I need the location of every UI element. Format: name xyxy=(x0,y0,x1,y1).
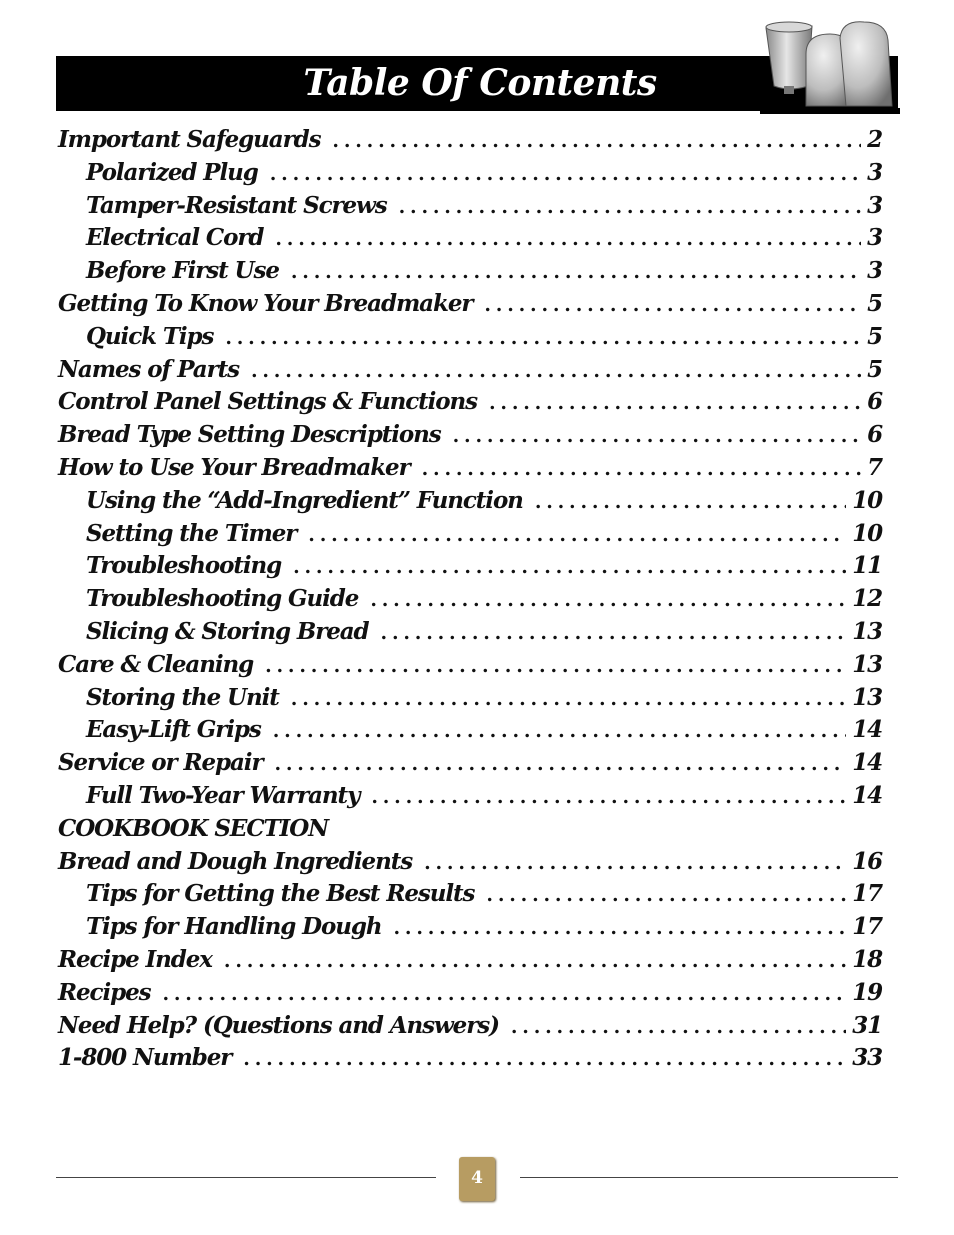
toc-entry-label: Service or Repair xyxy=(58,749,263,777)
toc-entry[interactable] xyxy=(58,224,882,257)
toc-entry-label: 1-800 Number xyxy=(58,1044,232,1072)
toc-entry-page: 3 xyxy=(867,191,882,219)
toc-leader-dots xyxy=(273,720,846,742)
toc-entry[interactable] xyxy=(58,487,882,520)
toc-entry-label: Storing the Unit xyxy=(86,683,279,711)
toc-entry-label: Setting the Timer xyxy=(86,519,297,547)
toc-entry-label: Electrical Cord xyxy=(86,224,264,252)
toc-entry-label: Recipes xyxy=(58,978,151,1006)
toc-entry[interactable] xyxy=(58,1044,882,1077)
toc-entry[interactable] xyxy=(58,323,882,356)
toc-entry[interactable] xyxy=(58,192,882,225)
toc-entry-label: Bread Type Setting Descriptions xyxy=(58,421,441,449)
toc-entry[interactable] xyxy=(58,946,882,979)
toc-entry-label: Using the “Add-Ingredient” Function xyxy=(86,486,523,514)
toc-entry-page: 31 xyxy=(852,1011,882,1039)
toc-entry[interactable] xyxy=(58,880,882,913)
toc-entry-page: 13 xyxy=(852,650,882,678)
toc-leader-dots xyxy=(399,196,861,218)
toc-entry-page: 16 xyxy=(852,847,882,875)
toc-entry[interactable] xyxy=(58,520,882,553)
toc-leader-dots xyxy=(394,917,847,939)
toc-leader-dots xyxy=(424,852,846,874)
toc-entry[interactable] xyxy=(58,782,882,815)
toc-leader-dots xyxy=(224,950,846,972)
toc-entry[interactable] xyxy=(58,815,882,848)
toc-entry[interactable] xyxy=(58,651,882,684)
toc-entry-label: Need Help? (Questions and Answers) xyxy=(58,1011,499,1039)
toc-entry[interactable] xyxy=(58,848,882,881)
toc-entry-label: Tamper-Resistant Screws xyxy=(86,191,387,219)
toc-entry-label: Care & Cleaning xyxy=(58,650,254,678)
toc-leader-dots xyxy=(162,983,846,1005)
toc-leader-dots xyxy=(370,589,846,611)
toc-entry-page: 19 xyxy=(852,978,882,1006)
toc-entry-page: 5 xyxy=(867,355,882,383)
toc-entry-page: 7 xyxy=(867,453,882,481)
toc-leader-dots xyxy=(371,786,846,808)
toc-entry-label: Polarized Plug xyxy=(86,158,258,186)
toc-entry[interactable] xyxy=(58,749,882,782)
toc-leader-dots xyxy=(332,130,861,152)
toc-leader-dots xyxy=(489,392,861,414)
toc-entry-page: 17 xyxy=(852,880,882,908)
toc-entry-page: 10 xyxy=(852,519,882,547)
toc-leader-dots xyxy=(453,425,861,447)
footer-rule-right xyxy=(520,1177,898,1178)
toc-entry[interactable] xyxy=(58,552,882,585)
toc-entry-page: 3 xyxy=(867,224,882,252)
page-title: Table Of Contents xyxy=(303,62,657,104)
toc-entry-label: Before First Use xyxy=(86,257,279,285)
toc-entry-page: 10 xyxy=(852,486,882,514)
toc-entry[interactable] xyxy=(58,388,882,421)
bread-pan-and-loaves-icon xyxy=(760,14,900,114)
toc-entry-page: 6 xyxy=(867,388,882,416)
toc-entry[interactable] xyxy=(58,257,882,290)
toc-leader-dots xyxy=(484,294,861,316)
toc-entry-label: Tips for Handling Dough xyxy=(86,913,382,941)
toc-entry-page: 14 xyxy=(852,716,882,744)
toc-leader-dots xyxy=(270,163,861,185)
toc-entry-page: 17 xyxy=(852,913,882,941)
toc-entry-page: 12 xyxy=(852,585,882,613)
toc-entry[interactable] xyxy=(58,913,882,946)
toc-leader-dots xyxy=(265,655,846,677)
toc-entry-page: 14 xyxy=(852,781,882,809)
table-of-contents xyxy=(58,126,882,1077)
toc-entry[interactable] xyxy=(58,421,882,454)
toc-entry-label: COOKBOOK SECTION xyxy=(58,814,329,842)
toc-entry-label: Troubleshooting xyxy=(86,552,282,580)
toc-leader-dots xyxy=(225,327,861,349)
toc-entry-label: Slicing & Storing Bread xyxy=(86,617,369,645)
toc-leader-dots xyxy=(275,228,861,250)
toc-entry-label: Easy-Lift Grips xyxy=(86,716,261,744)
toc-leader-dots xyxy=(511,1016,846,1038)
toc-leader-dots xyxy=(293,556,846,578)
toc-entry[interactable] xyxy=(58,1012,882,1045)
toc-entry[interactable] xyxy=(58,979,882,1012)
toc-entry[interactable] xyxy=(58,159,882,192)
toc-entry-label: Bread and Dough Ingredients xyxy=(58,847,413,875)
toc-leader-dots xyxy=(486,884,846,906)
toc-entry-page: 2 xyxy=(867,126,882,153)
toc-leader-dots xyxy=(274,753,846,775)
toc-entry[interactable] xyxy=(58,716,882,749)
toc-entry-page: 5 xyxy=(867,322,882,350)
toc-entry[interactable] xyxy=(58,290,882,323)
toc-entry-page: 13 xyxy=(852,683,882,711)
toc-entry-page: 6 xyxy=(867,421,882,449)
toc-entry-page: 14 xyxy=(852,749,882,777)
toc-entry-label: Control Panel Settings & Functions xyxy=(58,388,477,416)
toc-entry-label: How to Use Your Breadmaker xyxy=(58,453,410,481)
toc-entry-label: Names of Parts xyxy=(58,355,239,383)
toc-entry-page: 18 xyxy=(852,945,882,973)
toc-entry[interactable] xyxy=(58,454,882,487)
toc-entry-label: Recipe Index xyxy=(58,945,212,973)
page-number: 4 xyxy=(471,1168,483,1188)
toc-entry-page: 11 xyxy=(852,552,882,580)
toc-entry[interactable] xyxy=(58,585,882,618)
toc-entry-page: 3 xyxy=(867,257,882,285)
toc-leader-dots xyxy=(251,360,861,382)
toc-entry[interactable] xyxy=(58,684,882,717)
toc-entry-page: 13 xyxy=(852,617,882,645)
toc-entry-label: Troubleshooting Guide xyxy=(86,585,359,613)
toc-entry[interactable] xyxy=(58,126,882,159)
toc-leader-dots xyxy=(308,524,846,546)
toc-leader-dots xyxy=(535,491,846,513)
toc-leader-dots xyxy=(291,261,861,283)
toc-leader-dots xyxy=(291,688,846,710)
toc-entry[interactable] xyxy=(58,356,882,389)
toc-entry-label: Getting To Know Your Breadmaker xyxy=(58,289,473,317)
toc-entry-label: Full Two-Year Warranty xyxy=(86,781,360,809)
toc-entry-page: 3 xyxy=(867,158,882,186)
toc-entry-page: 5 xyxy=(867,289,882,317)
toc-leader-dots xyxy=(243,1048,846,1070)
toc-entry-label: Quick Tips xyxy=(86,322,214,350)
footer-rule-left xyxy=(56,1177,436,1178)
toc-entry-page: 33 xyxy=(852,1044,882,1072)
toc-leader-dots xyxy=(422,458,861,480)
toc-leader-dots xyxy=(381,622,847,644)
toc-entry[interactable] xyxy=(58,618,882,651)
toc-entry-label: Important Safeguards xyxy=(58,126,321,153)
toc-entry-label: Tips for Getting the Best Results xyxy=(86,880,475,908)
